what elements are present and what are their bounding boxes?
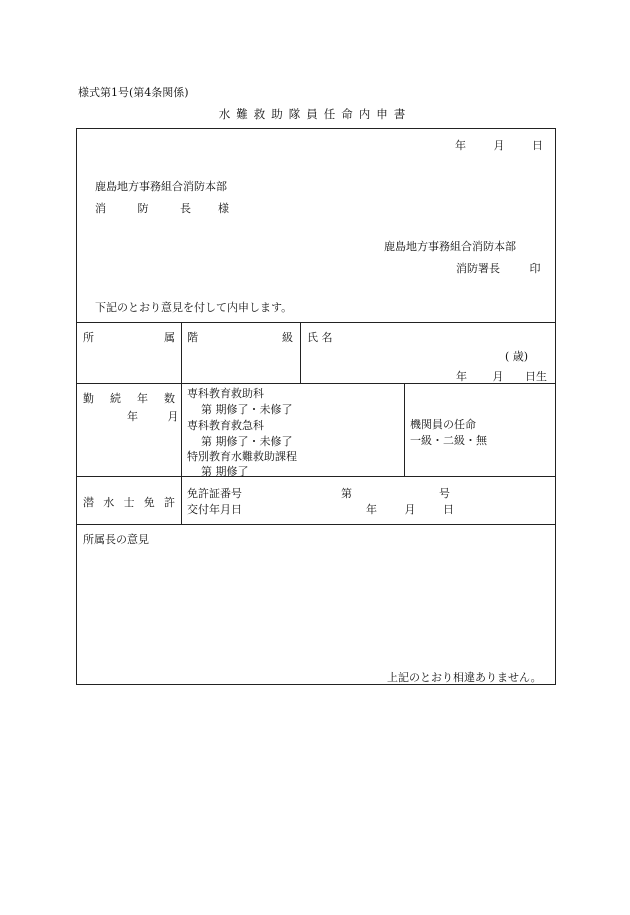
course-name: 専科教育救急科 bbox=[187, 419, 264, 432]
addressee-honorific: 様 bbox=[218, 202, 229, 215]
addressee-name: 消 防 長 bbox=[95, 202, 191, 215]
engineer-label: 機関員の任命 bbox=[410, 418, 476, 431]
course-status: 第 期修了・未修了 bbox=[201, 403, 293, 416]
submission-date: 年 月 日 bbox=[455, 139, 543, 152]
rule bbox=[181, 322, 182, 524]
course-status: 第 期修了・未修了 bbox=[201, 435, 293, 448]
form-number: 様式第1号(第4条関係) bbox=[78, 86, 189, 99]
sender-title: 消防署長 印 bbox=[456, 262, 541, 275]
engineer-options: 一級・二級・無 bbox=[410, 434, 487, 447]
rule bbox=[77, 524, 555, 525]
rule bbox=[404, 383, 405, 476]
rule bbox=[77, 322, 555, 323]
course-name: 専科教育救助科 bbox=[187, 387, 264, 400]
document-title: 水難救助隊員任命内申書 bbox=[218, 107, 412, 121]
issue-date-label: 交付年月日 bbox=[187, 503, 242, 516]
service-years-label: 勤 続 年 数 bbox=[83, 392, 175, 405]
course-name: 特別教育水難救助課程 bbox=[187, 450, 297, 463]
form-frame bbox=[76, 128, 556, 685]
opinion-label: 所属長の意見 bbox=[83, 533, 149, 546]
course-status: 第 期修了 bbox=[201, 465, 249, 478]
confirmation-text: 上記のとおり相違ありません。 bbox=[387, 671, 542, 684]
rule bbox=[300, 322, 301, 383]
diver-license-label: 潜 水 士 免 許 bbox=[83, 496, 175, 509]
birth-date: 年 月 日生 bbox=[456, 370, 547, 383]
name-label: 氏 名 bbox=[307, 331, 333, 344]
sender-org: 鹿島地方事務組合消防本部 bbox=[384, 240, 516, 253]
rank-label: 階 級 bbox=[187, 331, 293, 344]
service-years-value: 年 月 bbox=[127, 410, 179, 423]
license-number-suffix: 号 bbox=[439, 487, 450, 500]
intro-text: 下記のとおり意見を付して内申します。 bbox=[95, 301, 293, 314]
seal-mark: 印 bbox=[529, 262, 541, 275]
license-number-prefix: 第 bbox=[341, 487, 352, 500]
rule bbox=[77, 476, 555, 477]
affiliation-label: 所 属 bbox=[83, 331, 175, 344]
license-number-label: 免許証番号 bbox=[187, 487, 242, 500]
age-field: ( 歳) bbox=[505, 350, 529, 363]
addressee-org: 鹿島地方事務組合消防本部 bbox=[95, 180, 227, 193]
issue-date: 年 月 日 bbox=[366, 503, 454, 516]
